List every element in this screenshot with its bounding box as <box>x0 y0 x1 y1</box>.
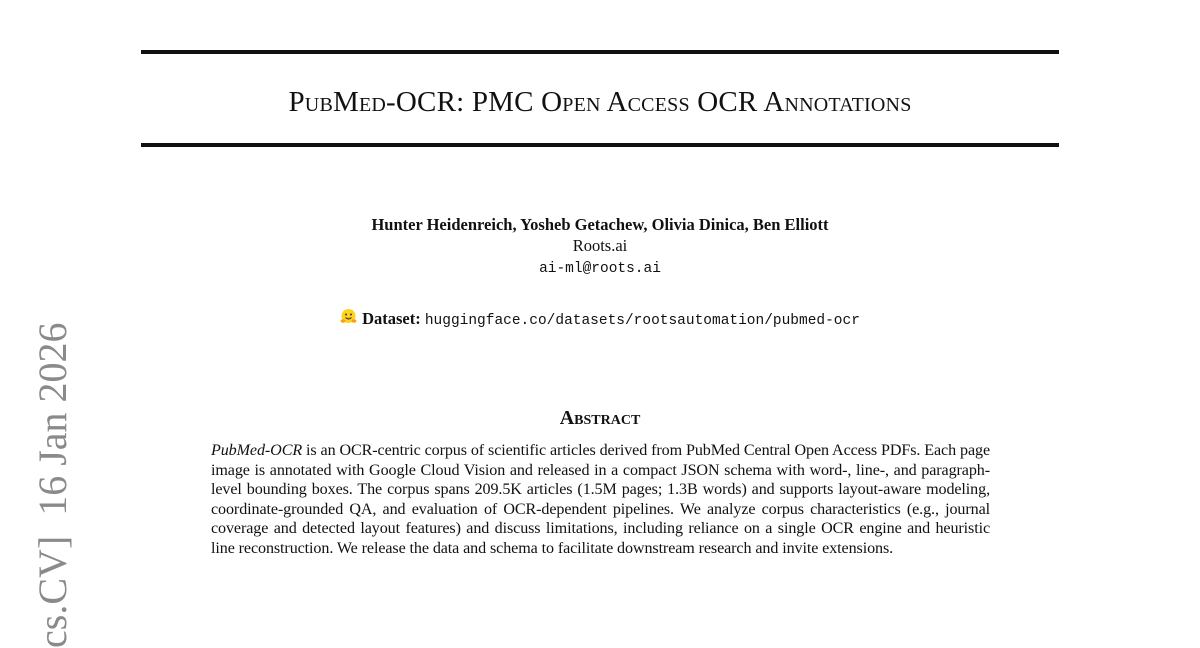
arxiv-identifier-stamp: cs.CV] 16 Jan 2026 <box>30 322 75 648</box>
abstract-body: is an OCR-centric corpus of scientific articles derived from PubMed Central Open Access PDFs. Each page image is annotated with Google Cloud Vision and released in a compact JSON schema with word-, line-, and paragraph-level bounding boxes. The corpus spans 209.5K articles (1.5M pages; 1.3B words) and supports layout-aware modeling, coordinate-grounded QA, and evaluation of OCR-dependent pipelines. We analyze corpus characteristics (e.g., journal coverage and detected layout features) and discuss limitations, including reliance on a single OCR engine and heuristic line reconstruction. We release the data and schema to facilitate downstream research and invite extensions. <box>211 442 990 557</box>
hugging-face-emoji-icon <box>340 308 357 325</box>
abstract-lead-term: PubMed-OCR <box>211 442 303 459</box>
title-bottom-rule <box>141 143 1059 147</box>
author-list: Hunter Heidenreich, Yosheb Getachew, Olivia Dinica, Ben Elliott <box>371 215 829 234</box>
abstract-heading: Abstract <box>559 407 641 429</box>
dataset-link[interactable]: huggingface.co/datasets/rootsautomation/pubmed-ocr <box>424 313 860 329</box>
title-top-rule <box>141 50 1059 54</box>
affiliation: Roots.ai <box>572 236 628 255</box>
paper-title: PubMed-OCR: PMC Open Access OCR Annotations <box>288 86 912 118</box>
dataset-line <box>141 308 1059 332</box>
abstract-text <box>211 441 990 559</box>
contact-email: ai-ml@roots.ai <box>539 261 661 277</box>
dataset-label: Dataset: <box>362 309 421 328</box>
